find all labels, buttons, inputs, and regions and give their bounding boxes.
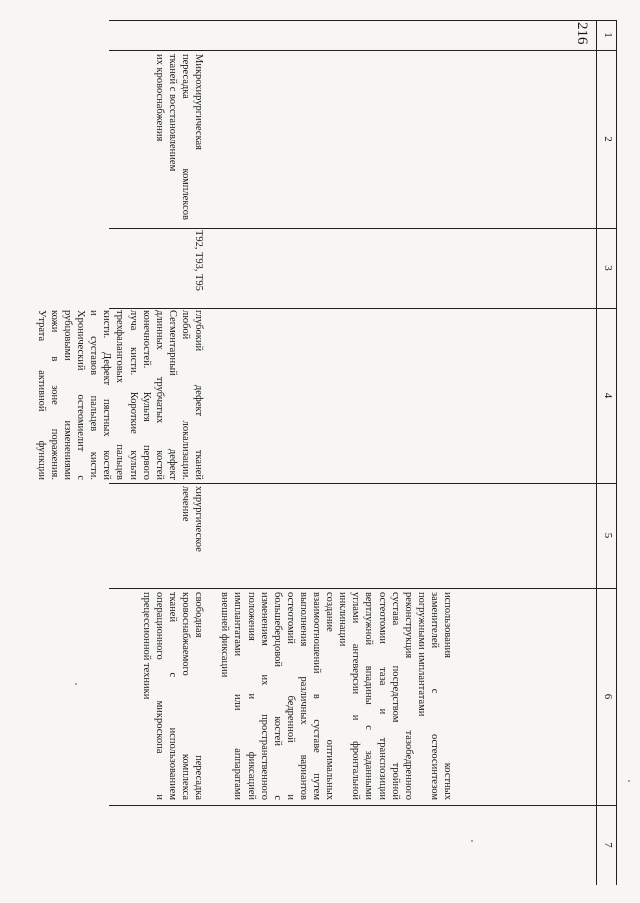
method-line: большеберцовой костей с <box>271 592 283 800</box>
method-line: остеотомий бедренной и <box>284 592 296 800</box>
method-line: тканей с использованием <box>166 592 178 800</box>
method-line: заменителей с остеосинтезом <box>428 592 440 800</box>
method-line: операционного микроскопа и <box>153 592 165 800</box>
method-line: погружными имплантатами <box>415 592 427 717</box>
method-line: кровоснабжаемого комплекса <box>179 592 191 800</box>
diagnosis-line: Утрата активной функции <box>35 310 47 480</box>
diagnosis-line: Хронический остеомиелит с <box>75 310 87 480</box>
column-divider <box>109 50 617 51</box>
column-number-3: 3 <box>602 265 614 271</box>
diagnosis-line: и суставов пальцев кисти. <box>88 310 100 480</box>
method-line: остеотомии таза и транспозиции <box>376 592 388 800</box>
diagnosis-line: длинных трубчатых костей <box>153 310 165 480</box>
header-bottom-rule <box>596 20 597 885</box>
scan-speck <box>75 683 77 685</box>
diagnosis-line: кисти. Дефект пястных костей <box>101 310 113 480</box>
column-divider <box>109 805 617 806</box>
procedure-name-cell <box>153 54 205 220</box>
method-line: свободная пересадка <box>193 592 204 800</box>
treatment-type-line: хирургическое <box>193 486 204 552</box>
diagnosis-line: глубокий дефект тканей <box>193 310 204 480</box>
page-number: 216 <box>574 22 590 45</box>
scan-speck <box>471 840 473 842</box>
column-number-2: 2 <box>602 136 614 142</box>
diagnosis-line: любой локализации. <box>179 310 191 480</box>
treatment-type-cell <box>179 486 205 586</box>
column-number-7: 7 <box>602 842 614 848</box>
method-line: углами антеверсии и фронтальной <box>350 592 362 800</box>
method-line: реконструкция тазобедренного <box>402 592 414 800</box>
column-number-6: 6 <box>602 693 614 700</box>
method-line: внешней фиксации <box>219 592 231 678</box>
procedure-name-line: Микрохирургическая <box>193 54 204 150</box>
method-line: взаимоотношений в суставе путем <box>311 592 323 800</box>
column-number-4: 4 <box>602 392 614 399</box>
diagnosis-line: Сегментарный дефект <box>166 310 178 480</box>
column-number-1: 1 <box>602 32 614 38</box>
method-line: инклинации <box>337 592 349 647</box>
table-top-rule <box>616 20 617 885</box>
icd-codes-cell <box>192 230 205 306</box>
treatment-type-line: лечение <box>179 486 191 522</box>
method-line: прецессионной техники <box>140 592 152 700</box>
method-line: изменением их пространственного <box>258 592 270 800</box>
diagnosis-line: конечностей. Культя первого <box>140 310 152 480</box>
medical-procedures-table <box>35 20 617 885</box>
diagnosis-line: луча кисти. Короткие культи <box>127 310 139 480</box>
diagnosis-line: кожи в зоне поражения. <box>48 310 60 480</box>
method-line: создание оптимальных <box>324 592 336 800</box>
column-divider <box>109 483 617 484</box>
procedure-name-line: пересадка комплексов <box>179 54 191 220</box>
icd-codes-text: T92, T93, T95 <box>193 230 204 291</box>
method-line: положения и фиксацией <box>245 592 257 800</box>
method-line: сустава посредством тройной <box>389 592 401 800</box>
procedure-name-line: тканей с восстановлением <box>166 54 178 172</box>
diagnosis-cell <box>35 310 205 480</box>
method-line: использования костных <box>442 592 453 800</box>
scan-speck <box>628 780 630 782</box>
column-number-5: 5 <box>602 532 614 539</box>
column-divider <box>109 20 617 21</box>
column-divider <box>109 228 617 229</box>
diagnosis-line: рубцовыми изменениями <box>62 310 74 480</box>
procedure-name-line: их кровоснабжения <box>153 54 165 142</box>
treatment-method-cell <box>218 592 454 800</box>
method-line: вертлужной впадины с заданными <box>363 592 375 800</box>
diagnosis-line: трехфаланговых пальцев <box>114 310 126 480</box>
treatment-method-cell <box>140 592 205 800</box>
method-line: имплантатами или аппаратами <box>232 592 244 800</box>
method-line: выполнения различных вариантов <box>297 592 309 800</box>
column-divider <box>109 588 617 589</box>
column-divider <box>109 308 617 309</box>
